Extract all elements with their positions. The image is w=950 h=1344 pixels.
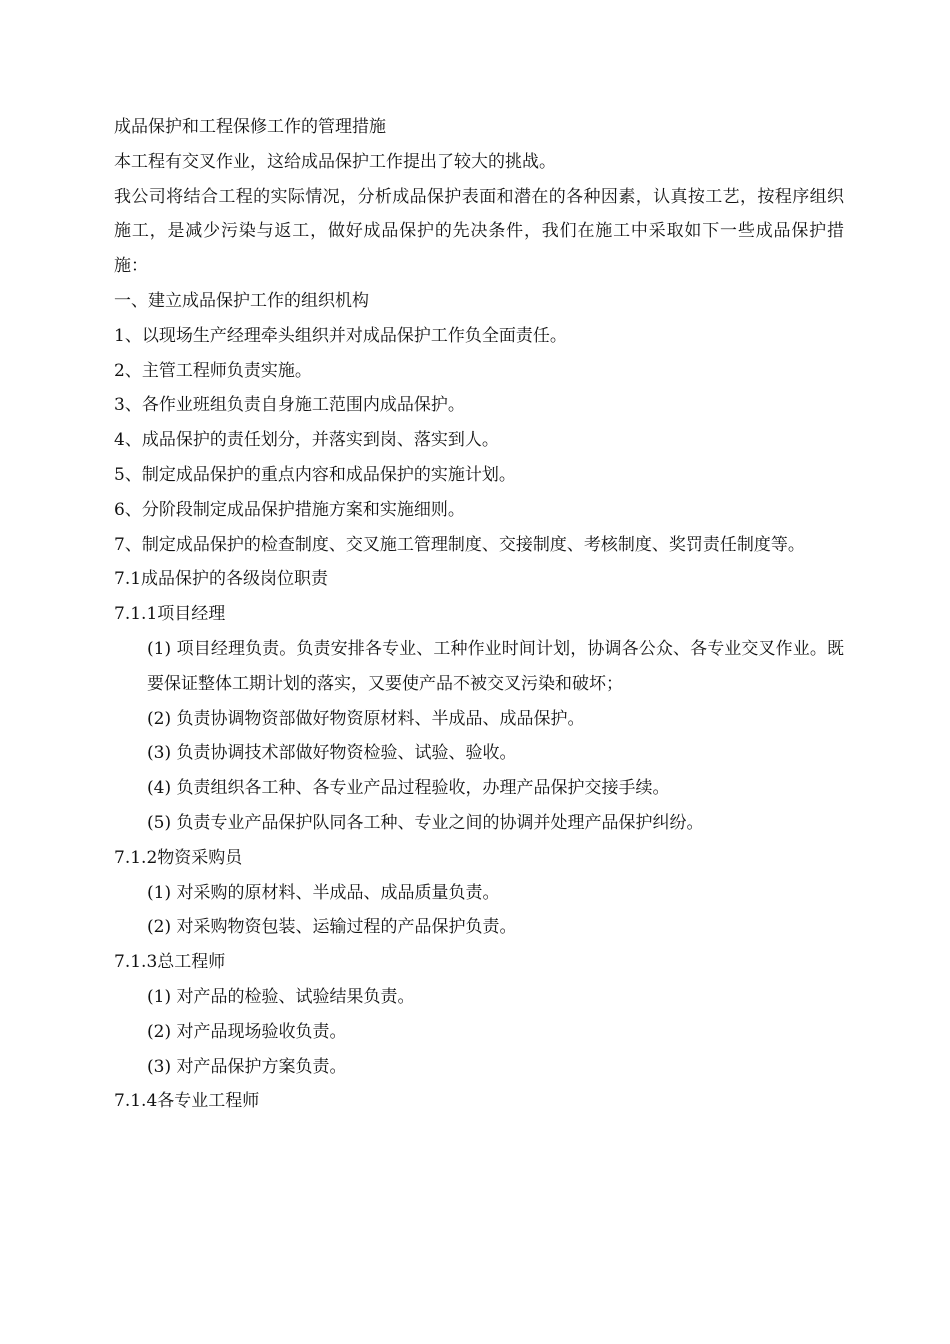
duty-point: (2) 对产品现场验收负责。 bbox=[147, 1021, 347, 1042]
duty-point: (3) 负责协调技术部做好物资检验、试验、验收。 bbox=[147, 743, 517, 764]
intro-paragraph-2: 我公司将结合工程的实际情况，分析成品保护表面和潜在的各种因素，认真按工艺，按程序组织施工，是减少污染与返工，做好成品保护的先决条件，我们在施工中采取如下一些成品保护措施： bbox=[114, 186, 844, 277]
list-item: 4、成品保护的责任划分，并落实到岗、落实到人。 bbox=[114, 430, 499, 451]
duty-point: (3) 对产品保护方案负责。 bbox=[147, 1056, 347, 1077]
list-item: 5、制定成品保护的重点内容和成品保护的实施计划。 bbox=[114, 464, 516, 485]
list-item: 3、各作业班组负责自身施工范围内成品保护。 bbox=[114, 395, 465, 416]
duty-point: (4) 负责组织各工种、各专业产品过程验收，办理产品保护交接手续。 bbox=[147, 778, 670, 799]
subsection-heading-7-1-1: 7.1.1项目经理 bbox=[114, 604, 226, 625]
list-item: 7、制定成品保护的检查制度、交叉施工管理制度、交接制度、考核制度、奖罚责任制度等。 bbox=[114, 534, 805, 555]
section-heading-1: 一、建立成品保护工作的组织机构 bbox=[114, 290, 369, 311]
duty-point: (1) 对产品的检验、试验结果负责。 bbox=[147, 986, 415, 1007]
duty-point: (2) 对采购物资包装、运输过程的产品保护负责。 bbox=[147, 917, 517, 938]
duty-point: (1) 对采购的原材料、半成品、成品质量负责。 bbox=[147, 882, 500, 903]
document-body bbox=[114, 110, 844, 1119]
list-item: 6、分阶段制定成品保护措施方案和实施细则。 bbox=[114, 499, 465, 520]
duty-point: (5) 负责专业产品保护队同各工种、专业之间的协调并处理产品保护纠纷。 bbox=[147, 812, 704, 833]
subsection-heading-7-1-2: 7.1.2物资采购员 bbox=[114, 847, 243, 868]
subsection-heading-7-1-4: 7.1.4各专业工程师 bbox=[114, 1091, 260, 1112]
duty-point: (2) 负责协调物资部做好物资原材料、半成品、成品保护。 bbox=[147, 708, 585, 729]
subsection-heading-7-1-3: 7.1.3总工程师 bbox=[114, 952, 226, 973]
intro-paragraph-1: 本工程有交叉作业，这给成品保护工作提出了较大的挑战。 bbox=[114, 151, 556, 172]
list-item: 1、以现场生产经理牵头组织并对成品保护工作负全面责任。 bbox=[114, 325, 567, 346]
document-title: 成品保护和工程保修工作的管理措施 bbox=[114, 117, 386, 137]
list-item: 2、主管工程师负责实施。 bbox=[114, 360, 312, 381]
duty-point: (1) 项目经理负责。负责安排各专业、工种作业时间计划，协调各公众、各专业交叉作业。既要保证整体工期计划的落实，又要使产品不被交叉污染和破坏； bbox=[147, 638, 844, 694]
subsection-heading-7-1: 7.1成品保护的各级岗位职责 bbox=[114, 569, 329, 590]
